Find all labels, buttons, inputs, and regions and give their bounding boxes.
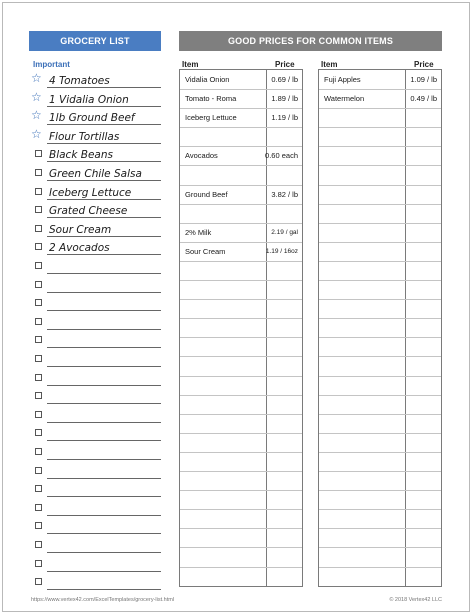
star-icon: ☆ (31, 89, 42, 104)
price-value-cell[interactable]: 1.09 / lb (410, 75, 437, 84)
price-item-cell[interactable] (185, 414, 265, 433)
price-row[interactable] (319, 70, 441, 90)
price-item-cell[interactable] (324, 414, 404, 433)
grocery-item-text[interactable]: 4 Tomatoes (49, 75, 110, 87)
grocery-list-item[interactable] (29, 572, 161, 590)
price-value-cell[interactable] (266, 490, 302, 509)
checkbox-icon[interactable] (35, 150, 42, 157)
grocery-item-text[interactable]: Flour Tortillas (49, 130, 120, 143)
price-row[interactable] (319, 452, 441, 472)
price-value-cell[interactable] (266, 280, 302, 299)
price-value-cell[interactable] (405, 146, 441, 165)
price-value-cell[interactable] (405, 395, 441, 414)
price-row[interactable] (319, 242, 441, 262)
grocery-list-item[interactable] (29, 442, 161, 460)
price-column-header: Price (414, 60, 434, 69)
price-value-cell[interactable] (266, 433, 302, 452)
price-row[interactable] (180, 146, 302, 166)
price-row[interactable] (180, 471, 302, 491)
price-item-cell[interactable] (185, 567, 265, 586)
price-row[interactable] (319, 528, 441, 548)
price-item-cell[interactable] (324, 261, 404, 280)
price-column-header: Price (275, 60, 295, 69)
star-icon: ☆ (31, 71, 42, 85)
price-value-cell[interactable] (405, 433, 441, 452)
grocery-list-item[interactable] (29, 237, 161, 255)
price-row[interactable] (180, 127, 302, 147)
star-icon: ☆ (31, 126, 42, 141)
grocery-list-item[interactable] (29, 144, 161, 162)
price-value-cell[interactable] (266, 414, 302, 433)
item-column-header: Item (321, 60, 338, 69)
grocery-item-text[interactable]: 1 Vidalia Onion (49, 93, 129, 106)
price-value-cell[interactable] (405, 337, 441, 356)
price-row[interactable] (180, 548, 302, 568)
price-row[interactable] (319, 567, 441, 586)
checkbox-icon[interactable] (35, 467, 42, 474)
grocery-item-text[interactable]: 2 Avocados (49, 242, 110, 255)
price-item-cell[interactable] (185, 280, 265, 299)
price-row[interactable] (180, 490, 302, 510)
grocery-item-text[interactable]: Iceberg Lettuce (49, 186, 132, 199)
price-item-cell[interactable]: Watermelon (324, 94, 365, 104)
star-icon: ☆ (31, 108, 42, 123)
grocery-list-item[interactable] (29, 107, 161, 125)
checkbox-icon[interactable] (35, 336, 42, 343)
checkbox-icon[interactable] (35, 429, 42, 436)
price-row[interactable] (319, 185, 441, 205)
price-item-cell[interactable] (324, 166, 404, 185)
checkbox-icon[interactable] (35, 206, 42, 213)
price-row[interactable] (180, 261, 302, 281)
price-value-cell[interactable] (405, 376, 441, 395)
price-item-cell[interactable] (324, 299, 404, 318)
price-row[interactable] (180, 433, 302, 453)
price-item-cell[interactable]: Tomato - Roma (185, 94, 237, 104)
price-row[interactable] (180, 395, 302, 415)
price-item-cell[interactable]: Ground Beef (185, 189, 228, 199)
grocery-list-item[interactable] (29, 219, 161, 237)
price-value-cell[interactable] (405, 223, 441, 242)
price-value-cell[interactable] (405, 471, 441, 490)
checkbox-icon[interactable] (35, 485, 42, 492)
price-value-cell[interactable]: 3.82 / lb (271, 189, 298, 199)
price-value-cell[interactable]: 1.89 / lb (271, 94, 298, 104)
price-row[interactable] (319, 146, 441, 166)
grocery-list-item[interactable] (29, 70, 161, 88)
checkbox-icon[interactable] (35, 281, 42, 288)
grocery-list-item[interactable] (29, 349, 161, 367)
price-item-cell[interactable] (324, 376, 404, 395)
price-item-cell[interactable] (324, 509, 404, 528)
price-row[interactable] (180, 452, 302, 472)
grocery-list-item[interactable] (29, 163, 161, 181)
checkbox-icon[interactable] (35, 299, 42, 306)
price-item-cell[interactable] (185, 376, 265, 395)
price-item-cell[interactable] (324, 146, 404, 165)
checkbox-icon[interactable] (35, 374, 42, 381)
grocery-item-text[interactable]: Grated Cheese (49, 205, 128, 218)
price-row[interactable] (319, 548, 441, 568)
price-item-cell[interactable] (185, 471, 265, 490)
checkbox-icon[interactable] (35, 578, 42, 585)
price-item-cell[interactable] (185, 452, 265, 471)
price-grid-left (179, 69, 303, 587)
good-prices-header: GOOD PRICES FOR COMMON ITEMS (179, 31, 442, 51)
grocery-list-item[interactable] (29, 554, 161, 572)
price-row[interactable] (319, 299, 441, 319)
price-value-cell[interactable] (405, 548, 441, 567)
price-item-cell[interactable] (185, 204, 265, 223)
price-item-cell[interactable]: Vidalia Onion (185, 75, 230, 84)
grocery-list-item[interactable] (29, 535, 161, 553)
price-item-cell[interactable] (185, 166, 265, 185)
price-item-cell[interactable] (324, 108, 404, 127)
price-value-cell[interactable] (405, 357, 441, 376)
checkbox-icon[interactable] (35, 318, 42, 325)
grocery-item-text[interactable]: 1lb Ground Beef (49, 112, 135, 125)
price-value-cell[interactable] (405, 261, 441, 280)
grocery-list-item[interactable] (29, 498, 161, 516)
price-item-cell[interactable]: 2% Milk (185, 227, 212, 237)
price-row[interactable] (180, 166, 302, 186)
grocery-list-item[interactable] (29, 200, 161, 218)
grocery-list-item[interactable] (29, 461, 161, 479)
price-row[interactable] (319, 395, 441, 415)
footer-url[interactable]: https://www.vertex42.com/ExcelTemplates/grocery-list.html (31, 597, 175, 603)
price-value-cell[interactable] (266, 318, 302, 337)
grocery-list-item[interactable] (29, 386, 161, 404)
grocery-list-item[interactable] (29, 293, 161, 311)
price-row[interactable] (180, 223, 302, 243)
price-value-cell[interactable]: 0.60 each (265, 151, 298, 161)
price-row[interactable] (180, 299, 302, 319)
grocery-list-item[interactable] (29, 330, 161, 348)
grocery-list-item[interactable] (29, 368, 161, 386)
grocery-item-text[interactable]: Black Beans (49, 149, 113, 162)
price-item-cell[interactable]: Sour Cream (185, 246, 226, 256)
price-value-cell[interactable] (266, 127, 302, 146)
price-item-cell[interactable] (324, 280, 404, 299)
price-item-cell[interactable] (185, 127, 265, 146)
price-row[interactable] (180, 89, 302, 109)
price-item-cell[interactable] (185, 318, 265, 337)
price-item-cell[interactable] (185, 395, 265, 414)
price-value-cell[interactable] (266, 357, 302, 376)
entry-line (47, 589, 161, 590)
price-value-cell[interactable] (405, 185, 441, 204)
price-value-cell[interactable]: 1.19 / 16oz (265, 247, 298, 255)
price-item-cell[interactable]: Fuji Apples (324, 75, 361, 84)
price-row[interactable] (319, 108, 441, 128)
price-value-cell[interactable]: 0.69 / lb (271, 75, 298, 84)
price-row[interactable] (180, 318, 302, 338)
price-value-cell[interactable] (266, 395, 302, 414)
price-value-cell[interactable]: 1.19 / lb (271, 113, 298, 123)
price-row[interactable] (180, 70, 302, 90)
price-row[interactable] (319, 127, 441, 147)
price-row[interactable] (180, 280, 302, 300)
price-item-cell[interactable] (324, 318, 404, 337)
price-row[interactable] (319, 166, 441, 186)
checkbox-icon[interactable] (35, 225, 42, 232)
price-item-cell[interactable] (324, 433, 404, 452)
important-label: Important (33, 60, 70, 69)
price-value-cell[interactable] (266, 528, 302, 547)
price-item-cell[interactable] (324, 357, 404, 376)
price-item-cell[interactable] (185, 357, 265, 376)
price-value-cell[interactable] (266, 299, 302, 318)
price-item-cell[interactable] (185, 490, 265, 509)
grocery-list-item[interactable] (29, 256, 161, 274)
price-row[interactable] (319, 376, 441, 396)
grocery-list-item[interactable] (29, 405, 161, 423)
price-item-cell[interactable] (324, 204, 404, 223)
price-row[interactable] (319, 280, 441, 300)
grocery-list-item[interactable] (29, 312, 161, 330)
price-row[interactable] (319, 414, 441, 434)
price-row[interactable] (180, 185, 302, 205)
price-item-cell[interactable] (324, 127, 404, 146)
price-item-cell[interactable] (324, 452, 404, 471)
price-value-cell[interactable] (405, 509, 441, 528)
checkbox-icon[interactable] (35, 243, 42, 250)
price-row[interactable] (319, 433, 441, 453)
grocery-list-item[interactable] (29, 516, 161, 534)
price-row[interactable] (180, 528, 302, 548)
price-row[interactable] (319, 261, 441, 281)
price-value-cell[interactable] (405, 528, 441, 547)
grocery-list-item[interactable] (29, 479, 161, 497)
price-grid-right (318, 69, 442, 587)
price-item-cell[interactable] (324, 242, 404, 261)
checkbox-icon[interactable] (35, 169, 42, 176)
price-row[interactable] (180, 376, 302, 396)
price-value-cell[interactable] (266, 471, 302, 490)
price-value-cell[interactable] (405, 127, 441, 146)
price-value-cell[interactable]: 0.49 / lb (410, 94, 437, 104)
checkbox-icon[interactable] (35, 504, 42, 511)
checkbox-icon[interactable] (35, 392, 42, 399)
price-item-cell[interactable] (324, 395, 404, 414)
grocery-item-text[interactable]: Green Chile Salsa (49, 168, 142, 180)
price-row[interactable] (319, 223, 441, 243)
price-value-cell[interactable] (405, 242, 441, 261)
price-item-cell[interactable] (324, 490, 404, 509)
checkbox-icon[interactable] (35, 560, 42, 567)
price-value-cell[interactable] (266, 261, 302, 280)
price-value-cell[interactable] (405, 567, 441, 586)
price-item-cell[interactable] (324, 223, 404, 242)
price-row[interactable] (180, 204, 302, 224)
price-row[interactable] (319, 337, 441, 357)
price-value-cell[interactable] (405, 299, 441, 318)
price-value-cell[interactable] (405, 204, 441, 223)
checkbox-icon[interactable] (35, 522, 42, 529)
checkbox-icon[interactable] (35, 448, 42, 455)
checkbox-icon[interactable] (35, 411, 42, 418)
price-row[interactable] (180, 414, 302, 434)
price-item-cell[interactable] (324, 567, 404, 586)
price-value-cell[interactable] (405, 318, 441, 337)
checkbox-icon[interactable] (35, 188, 42, 195)
price-item-cell[interactable] (185, 548, 265, 567)
price-value-cell[interactable] (266, 548, 302, 567)
checkbox-icon[interactable] (35, 355, 42, 362)
price-row[interactable] (319, 357, 441, 377)
price-item-cell[interactable] (324, 528, 404, 547)
price-item-cell[interactable] (324, 337, 404, 356)
price-row[interactable] (319, 509, 441, 529)
item-column-header: Item (182, 60, 199, 69)
price-row[interactable] (180, 509, 302, 529)
price-value-cell[interactable] (266, 452, 302, 471)
grocery-item-text[interactable]: Sour Cream (49, 223, 112, 236)
price-item-cell[interactable] (185, 528, 265, 547)
price-row[interactable] (319, 318, 441, 338)
price-row[interactable] (319, 471, 441, 491)
price-value-cell[interactable] (405, 166, 441, 185)
grocery-list-item[interactable] (29, 89, 161, 107)
price-row[interactable] (180, 567, 302, 586)
price-row[interactable] (319, 89, 441, 109)
price-value-cell[interactable] (266, 166, 302, 185)
price-row[interactable] (180, 108, 302, 128)
price-value-cell[interactable] (405, 414, 441, 433)
price-item-cell[interactable] (324, 185, 404, 204)
price-value-cell[interactable] (405, 280, 441, 299)
price-value-cell[interactable] (266, 567, 302, 586)
checkbox-icon[interactable] (35, 262, 42, 269)
price-value-cell[interactable] (266, 337, 302, 356)
price-item-cell[interactable]: Iceberg Lettuce (185, 113, 237, 123)
price-value-cell[interactable] (266, 509, 302, 528)
price-value-cell[interactable] (405, 108, 441, 127)
grocery-list-header: GROCERY LIST (29, 31, 161, 51)
price-item-cell[interactable] (185, 337, 265, 356)
price-item-cell[interactable] (185, 509, 265, 528)
price-row[interactable] (180, 337, 302, 357)
footer-copyright: © 2018 Vertex42 LLC (389, 597, 442, 603)
grocery-list-item[interactable] (29, 126, 161, 144)
price-value-cell[interactable] (266, 376, 302, 395)
grocery-list-item[interactable] (29, 423, 161, 441)
checkbox-icon[interactable] (35, 541, 42, 548)
price-item-cell[interactable]: Avocados (185, 151, 218, 161)
price-row[interactable] (180, 357, 302, 377)
grocery-list-item[interactable] (29, 275, 161, 293)
price-row[interactable] (319, 490, 441, 510)
price-row[interactable] (180, 242, 302, 262)
price-item-cell[interactable] (185, 261, 265, 280)
price-value-cell[interactable] (405, 490, 441, 509)
price-value-cell[interactable] (405, 452, 441, 471)
price-item-cell[interactable] (324, 548, 404, 567)
price-item-cell[interactable] (324, 471, 404, 490)
grocery-list-item[interactable] (29, 182, 161, 200)
price-row[interactable] (319, 204, 441, 224)
price-item-cell[interactable] (185, 433, 265, 452)
price-item-cell[interactable] (185, 299, 265, 318)
price-value-cell[interactable]: 2.19 / gal (271, 228, 298, 236)
price-value-cell[interactable] (266, 204, 302, 223)
